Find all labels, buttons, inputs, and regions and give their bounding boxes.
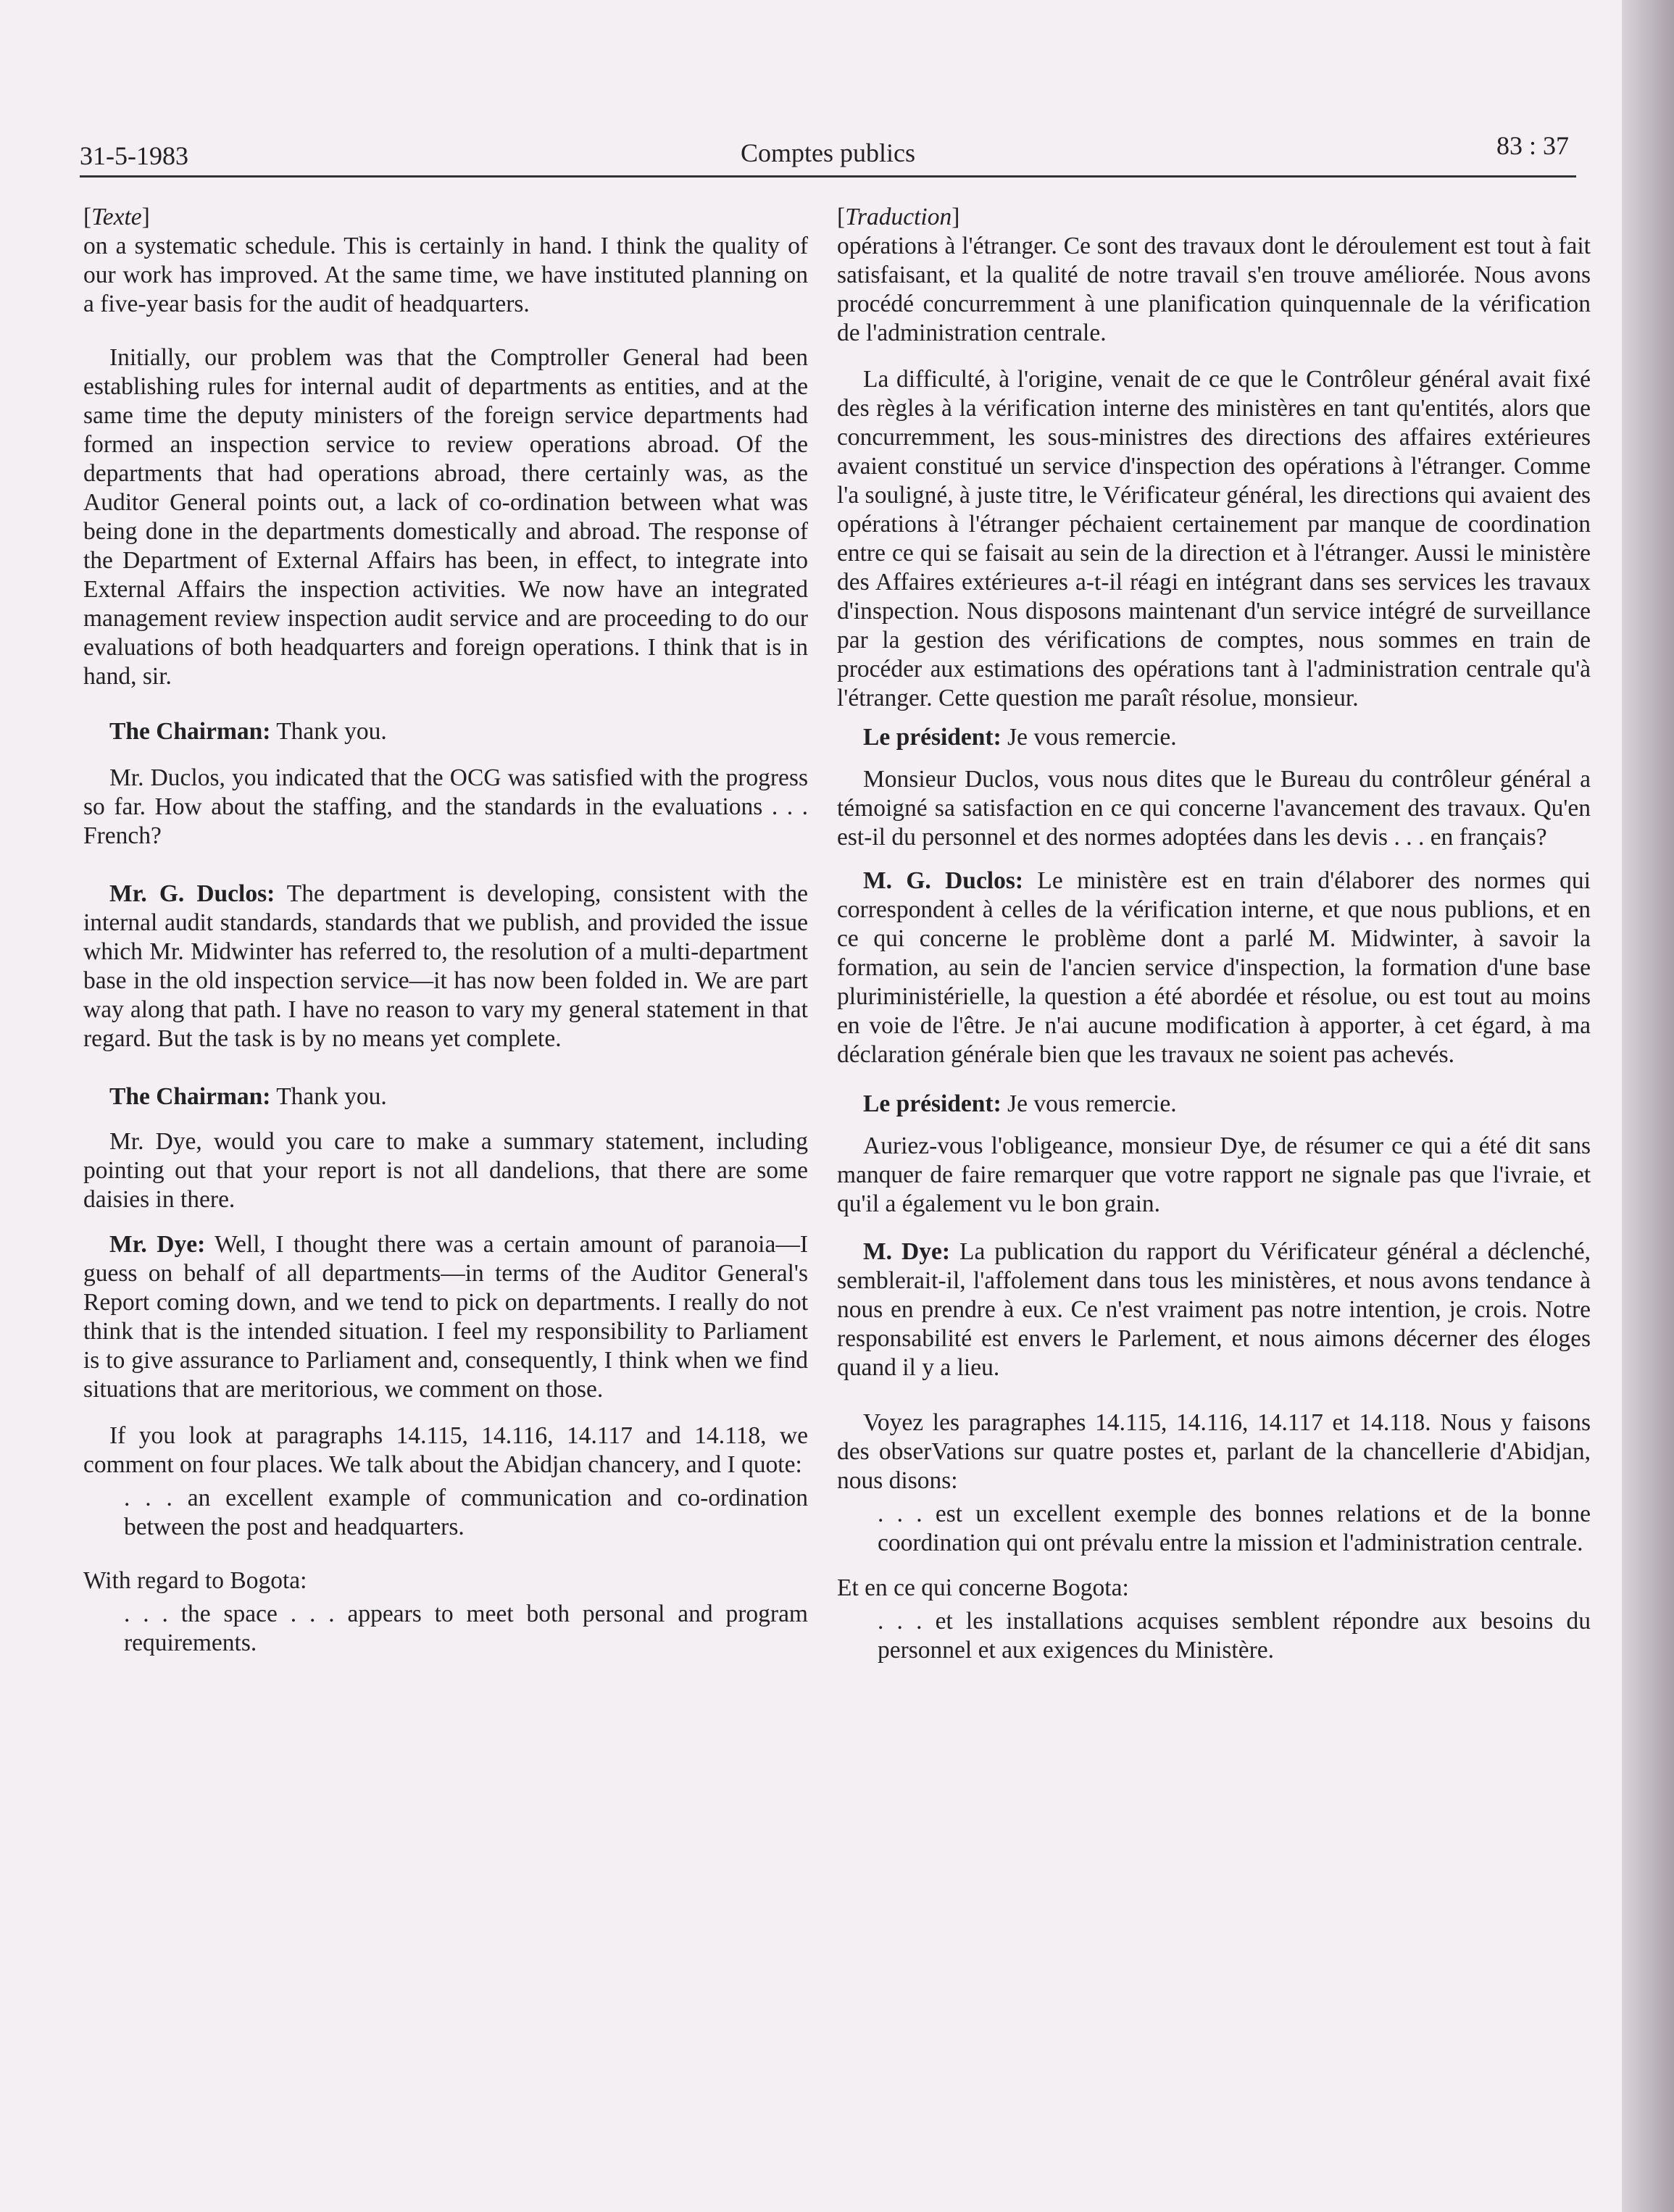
speaker-label: The Chairman:	[109, 718, 271, 745]
speaker-label: The Chairman:	[109, 1083, 271, 1110]
header-page-number: 83 : 37	[1496, 131, 1569, 160]
speaker-label: M. G. Duclos:	[863, 867, 1024, 894]
paragraph: Monsieur Duclos, vous nous dites que le Bureau du contrôleur général a témoigné sa satisfaction en ce qui concerne l'avancement des travaux. Qu'en est-il du personnel et des normes adoptées dans les devis . . . en français?	[837, 766, 1591, 851]
speaker-label: M. Dye:	[863, 1238, 950, 1265]
paragraph: Voyez les paragraphes 14.115, 14.116, 14.117 et 14.118. Nous y faisons des obserVations sur quatre postes et, parlant de la chancellerie d'Abidjan, nous disons:	[837, 1409, 1591, 1494]
paragraph: If you look at paragraphs 14.115, 14.116, 14.117 and 14.118, we comment on four places. We talk about the Abidjan chancery, and I quote:	[83, 1422, 808, 1478]
paragraph: Initially, our problem was that the Comptroller General had been establishing rules for internal audit of departments as entities, and at the same time the deputy ministers of the foreign service departments had formed an inspection service to review operations abroad. Of the departments that had operations abroad, there certainly was, as the Auditor General points out, a lack of co-ordination between what was being done in the departments domestically and abroad. The response of the Department of External Affairs has been, in effect, to integrate into External Affairs the inspection activities. We now have an integrated management review inspection audit service and are proceeding to do our evaluations of both headquarters and foreign operations. I think that is in hand, sir.	[83, 344, 808, 690]
speaker-label: Mr. G. Duclos:	[109, 880, 275, 907]
paragraph: Le président: Je vous remercie.	[863, 1090, 1177, 1117]
paragraph: Mr. Dye, would you care to make a summary statement, including pointing out that your report is not all dandelions, that there are some daisies in there.	[83, 1128, 808, 1213]
paragraph: Auriez-vous l'obligeance, monsieur Dye, de résumer ce qui a été dit sans manquer de faire remarquer que votre rapport ne signale pas que l'ivraie, et qu'il a également vu le bon grain.	[837, 1132, 1591, 1217]
binding-edge	[1622, 0, 1674, 2212]
header-date: 31-5-1983	[80, 141, 188, 170]
paragraph: With regard to Bogota:	[83, 1567, 307, 1594]
paragraph: Et en ce qui concerne Bogota:	[837, 1574, 1129, 1601]
paragraph: Mr. Duclos, you indicated that the OCG was satisfied with the progress so far. How about the staffing, and the standards in the evaluations . . . French?	[83, 764, 808, 849]
paragraph: opérations à l'étranger. Ce sont des travaux dont le déroulement est tout à fait satisfaisant, et la qualité de notre travail s'en trouve améliorée. Nous avons procédé concurremment à une planification quinquennale de la vérification de l'administration centrale.	[837, 233, 1591, 346]
english-column	[83, 203, 808, 1658]
paragraph: The Chairman: Thank you.	[109, 1083, 387, 1110]
speaker-label: Le président:	[863, 724, 1002, 751]
french-column	[837, 203, 1591, 1665]
paragraph: Mr. Dye: Well, I thought there was a certain amount of paranoia—I guess on behalf of all departments—in terms of the Auditor General's Report coming down, and we tend to pick on departments. I really do not think that is the intended situation. I feel my responsibility to Parliament is to give assurance to Parliament and, consequently, I think when we find situations that are meritorious, we comment on those.	[83, 1231, 808, 1403]
paragraph: The Chairman: Thank you.	[109, 718, 387, 745]
speaker-label: Le président:	[863, 1090, 1002, 1117]
page-header	[80, 125, 1576, 178]
header-title: Comptes publics	[741, 138, 915, 167]
paragraph: M. Dye: La publication du rapport du Vérificateur général a déclenché, semblerait-il, l'affolement dans tous les ministères, et nous avons tendance à nous en prendre à eux. Ce n'est vraiment pas notre intention, je crois. Notre responsabilité est envers le Parlement, et nous aimons décerner des éloges quand il y a lieu.	[837, 1238, 1591, 1381]
paragraph: Le président: Je vous remercie.	[863, 724, 1177, 751]
traduction-tag: [Traduction]	[837, 204, 960, 230]
block-quote: . . . an excellent example of communication and co-ordination between the post and headquarters.	[124, 1485, 808, 1540]
paragraph: La difficulté, à l'origine, venait de ce que le Contrôleur général avait fixé des règles à la vérification interne des ministères en tant qu'entités, alors que concurremment, les sous-ministres des directions des affaires extérieures avaient constitué un service d'inspection des opérations à l'étranger. Comme l'a souligné, à juste titre, le Vérificateur général, les directions qui avaient des opérations à l'étranger péchaient certainement par manque de coordination entre ce qui se faisait au sein de la direction et à l'étranger. Aussi le ministère des Affaires extérieures a-t-il réagi en intégrant dans ses services les travaux d'inspection. Nous disposons maintenant d'un service intégré de surveillance par la gestion des vérifications de comptes, nous sommes en train de procéder aux estimations des opérations tant à l'administration centrale qu'à l'étranger. Cette question me paraît résolue, monsieur.	[837, 366, 1591, 711]
block-quote: . . . est un excellent exemple des bonnes relations et de la bonne coordination qui ont prévalu entre la mission et l'administration centrale.	[878, 1501, 1591, 1556]
paragraph: M. G. Duclos: Le ministère est en train d'élaborer des normes qui correspondent à celles de la vérification interne, et que nous publions, et en ce qui concerne le problème dont a parlé M. Midwinter, à savoir la formation, au sein de l'ancien service d'inspection, la formation d'une base pluriministérielle, la question a été abordée et résolue, ou est tout au moins en voie de l'être. Je n'ai aucune modification à apporter, à cet égard, à ma déclaration générale bien que les travaux ne soient pas achevés.	[837, 867, 1591, 1068]
block-quote: . . . et les installations acquises semblent répondre aux besoins du personnel et aux exigences du Ministère.	[878, 1608, 1591, 1664]
speaker-label: Mr. Dye:	[109, 1231, 206, 1258]
text-tag: [Texte]	[83, 204, 150, 230]
paragraph: Mr. G. Duclos: The department is developing, consistent with the internal audit standards, standards that we publish, and provided the issue which Mr. Midwinter has referred to, the resolution of a multi-department base in the old inspection service—it has now been folded in. We are part way along that path. I have no reason to vary my general statement in that regard. But the task is by no means yet complete.	[83, 880, 808, 1052]
paragraph: on a systematic schedule. This is certainly in hand. I think the quality of our work has improved. At the same time, we have instituted planning on a five-year basis for the audit of headquarters.	[83, 233, 808, 317]
block-quote: . . . the space . . . appears to meet both personal and program requirements.	[124, 1600, 808, 1656]
